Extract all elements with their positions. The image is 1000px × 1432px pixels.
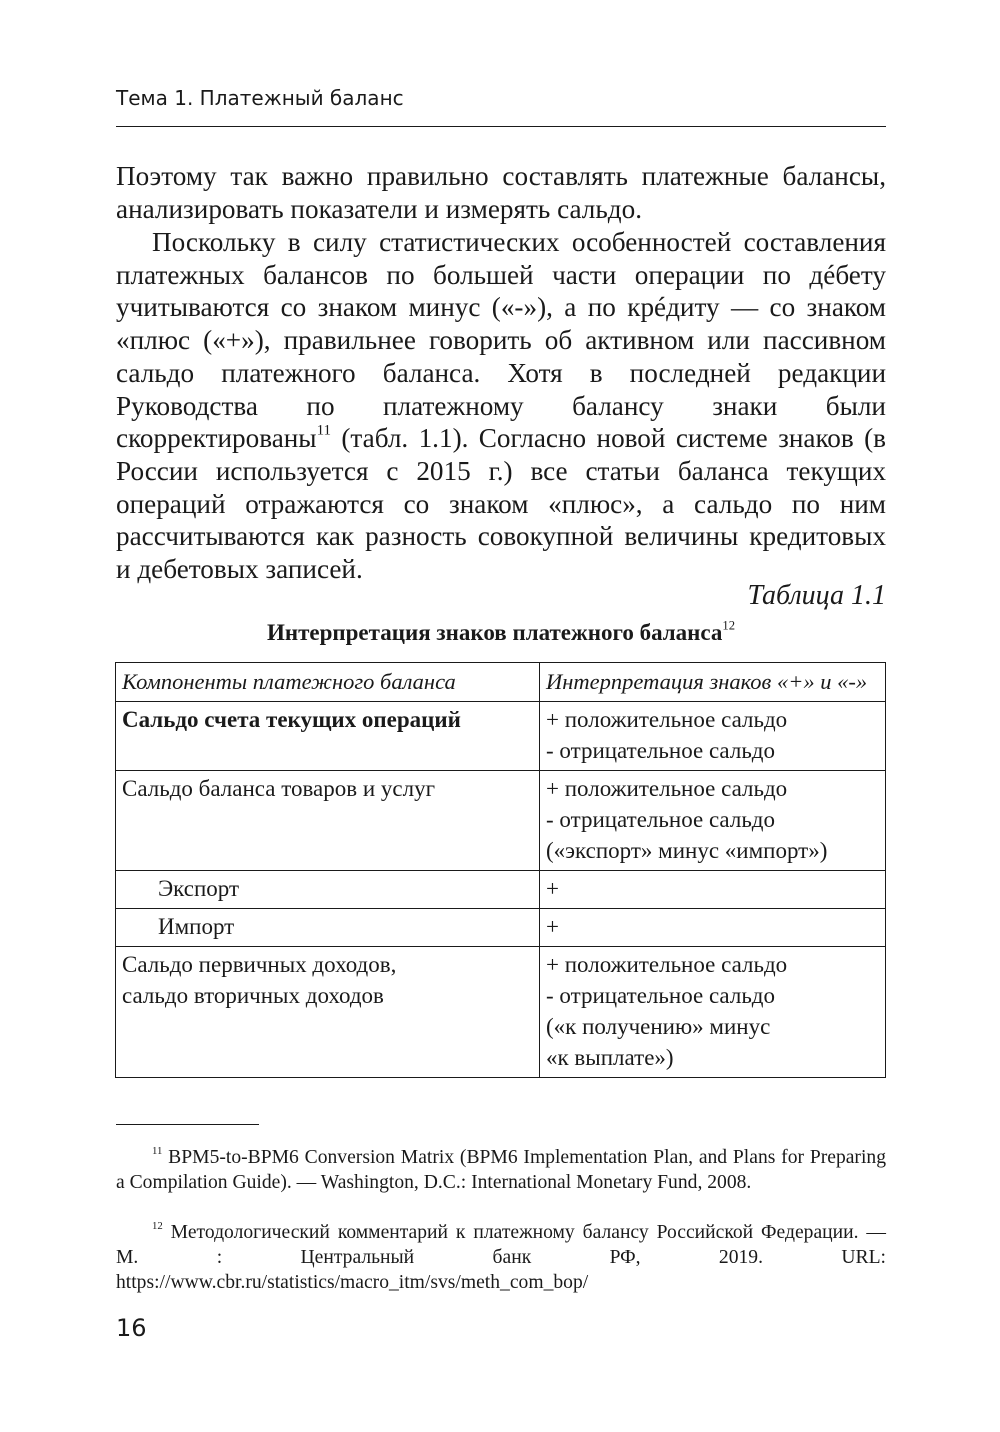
table-row <box>116 871 886 909</box>
footnote-divider <box>116 1124 259 1125</box>
component-cell: Сальдо баланса товаров и услуг <box>116 771 540 871</box>
table-title <box>116 620 886 646</box>
footnote-11 <box>116 1145 886 1195</box>
component-cell <box>116 947 540 1078</box>
interpretation-line: + положительное сальдо <box>546 707 788 732</box>
table-row <box>116 702 886 771</box>
footnote-ref-11[interactable]: 11 <box>316 422 331 439</box>
interpretation-line: («к получению» минус <box>546 1014 771 1039</box>
table-row <box>116 771 886 871</box>
paragraph-1: Поэтому так важно правильно составлять платежные балансы, анализировать показатели и измерять сальдо. <box>116 161 886 224</box>
table-number: Таблица 1.1 <box>747 580 886 611</box>
interpretation-line: - отрицательное сальдо <box>546 738 776 763</box>
footnote-text[interactable]: Методологический комментарий к платежному балансу Российской Федерации. — М. : Центральный банк РФ, 2019. URL: https://www.cbr.ru/statistics/macro_itm/svs/meth_com_bop/ <box>116 1222 886 1293</box>
interpretation-line: + положительное сальдо <box>546 952 788 977</box>
page-number: 16 <box>116 1314 147 1342</box>
footnote-text: BPM5-to-BPM6 Conversion Matrix (BPM6 Implementation Plan, and Plans for Preparing a Compilation Guide). — Washington, D.C.: International Monetary Fund, 2008. <box>116 1147 886 1193</box>
interpretation-line: - отрицательное сальдо <box>546 807 776 832</box>
column-header-components: Компоненты платежного баланса <box>116 663 540 702</box>
table-row <box>116 909 886 947</box>
interpretation-line: + положительное сальдо <box>546 776 788 801</box>
interpretation-cell: + <box>540 871 886 909</box>
paragraph-2-text-b: (табл. 1.1). Согласно новой системе знаков (в России используется с 2015 г.) все статьи баланса текущих операций отражаются со знаком «плюс», а сальдо по ним рассчитываются как разность совокупной величины кредитовых и дебетовых записей. <box>116 423 886 585</box>
component-cell: Сальдо счета текущих операций <box>116 702 540 771</box>
footnote-12 <box>116 1220 886 1295</box>
table-row <box>116 947 886 1078</box>
interpretation-cell <box>540 947 886 1078</box>
header-divider <box>116 126 886 127</box>
interpretation-cell: + <box>540 909 886 947</box>
interpretation-line: («экспорт» минус «импорт») <box>546 838 828 863</box>
interpretation-cell <box>540 771 886 871</box>
table-header-row <box>116 663 886 702</box>
paragraph-2 <box>116 226 886 586</box>
running-title: Тема 1. Платежный баланс <box>116 86 404 110</box>
component-line: Сальдо первичных доходов, <box>122 952 397 977</box>
footnote-mark: 11 <box>152 1144 163 1157</box>
interpretation-line: - отрицательное сальдо <box>546 983 776 1008</box>
paragraph-2-text-a: Поскольку в силу статистических особенностей составления платежных балансов по большей части операции по дéбету учитываются со знаком минус («-»), а по крéдиту — со знаком «плюс («+»), правильнее говорить об активном или пассивном сальдо платежного баланса. Хотя в последней редакции Руководства по платежному балансу знаки были скорректированы <box>116 227 886 454</box>
interpretation-line: «к выплате») <box>546 1045 674 1070</box>
column-header-interpretation: Интерпретация знаков «+» и «-» <box>540 663 886 702</box>
footnote-ref-12[interactable]: 12 <box>722 618 736 633</box>
table-title-text: Интерпретация знаков платежного баланса <box>266 620 723 645</box>
footnote-mark: 12 <box>152 1219 163 1232</box>
component-cell: Экспорт <box>116 871 540 909</box>
sign-interpretation-table <box>115 662 886 1078</box>
interpretation-cell <box>540 702 886 771</box>
component-line: сальдо вторичных доходов <box>122 983 384 1008</box>
component-cell: Импорт <box>116 909 540 947</box>
